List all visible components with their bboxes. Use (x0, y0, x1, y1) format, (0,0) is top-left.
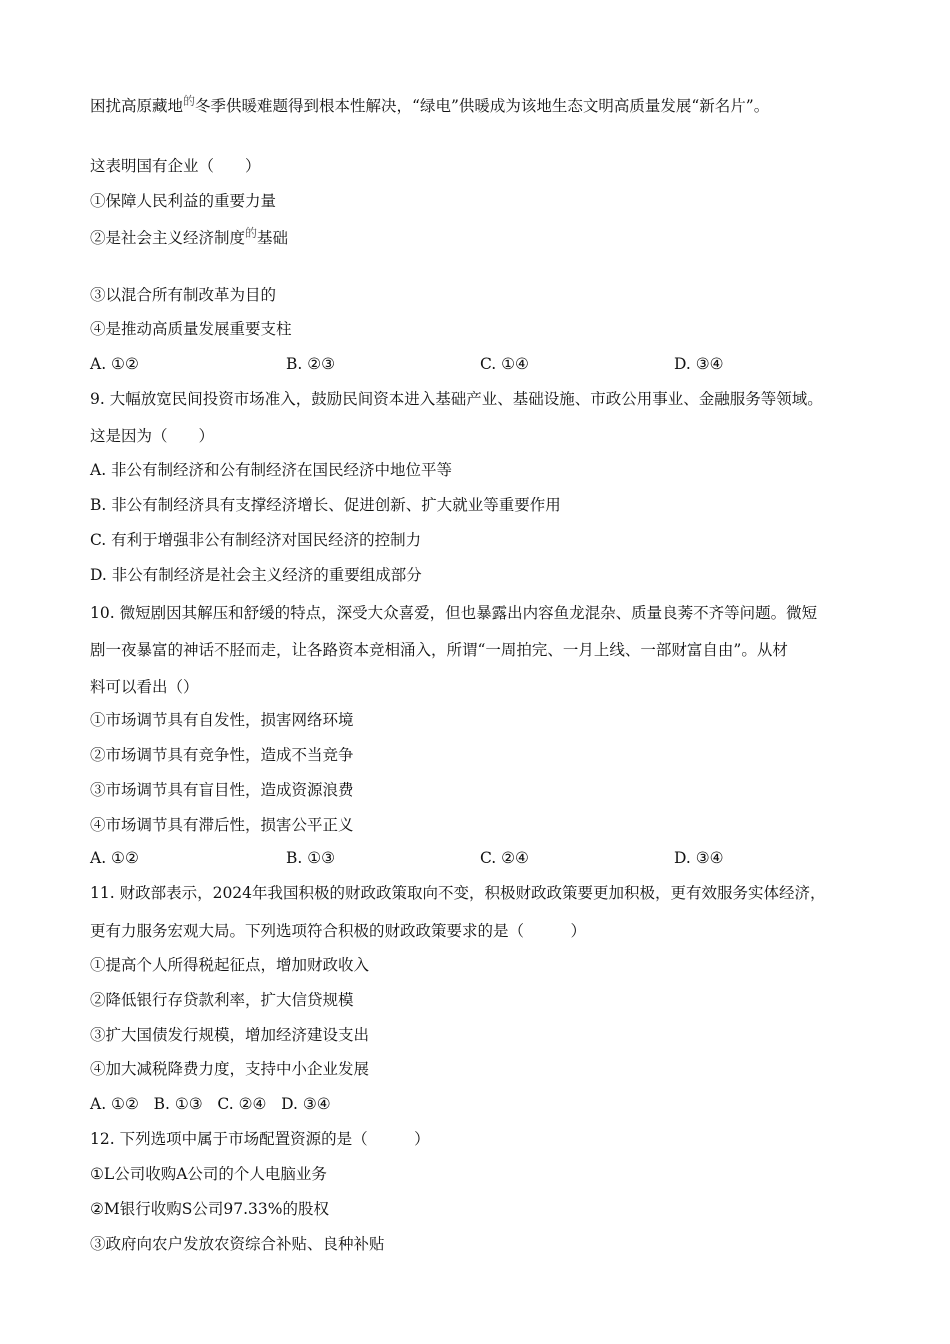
q11-stem-line-1: 11. 财政部表示，2024年我国积极的财政政策取向不变，积极财政政策要更加积极，更有效服务实体经济， (90, 884, 826, 902)
q10-item-1: ①市场调节具有自发性，损害网络环境 (90, 711, 354, 729)
q8-stem-line-2: 这表明国有企业（ ） (90, 157, 261, 175)
q8-item-4: ④是推动高质量发展重要支柱 (90, 320, 292, 338)
q8-stem-text-2: 冬季供暖难题得到根本性解决，“绿电”供暖成为该地生态文明高质量发展“新名片”。 (195, 97, 770, 115)
q9-stem-line-2: 这是因为（ ） (90, 427, 215, 445)
q11-item-1: ①提高个人所得税起征点，增加财政收入 (90, 956, 370, 974)
q10-option-d[interactable]: D. ③④ (674, 849, 724, 867)
q8-stem-de: 的 (183, 94, 196, 108)
q8-item-3: ③以混合所有制改革为目的 (90, 286, 277, 304)
q8-option-d[interactable]: D. ③④ (674, 355, 724, 373)
q12-item-3: ③政府向农户发放农资综合补贴、良种补贴 (90, 1235, 385, 1253)
q8-item-2-text-2: 基础 (257, 229, 289, 247)
q12-item-2: ②M银行收购S公司97.33%的股权 (90, 1200, 329, 1218)
q8-item-2 (90, 228, 288, 249)
q11-item-2: ②降低银行存贷款利率，扩大信贷规模 (90, 991, 354, 1009)
q9-option-b[interactable]: B. 非公有制经济具有支撑经济增长、促进创新、扩大就业等重要作用 (90, 496, 561, 514)
q8-item-2-de: 的 (245, 226, 258, 240)
q11-stem-line-2: 更有力服务宏观大局。下列选项符合积极的财政政策要求的是（ ） (90, 922, 587, 940)
q8-option-c[interactable]: C. ①④ (480, 355, 529, 373)
q10-option-c[interactable]: C. ②④ (480, 849, 529, 867)
q8-item-1: ①保障人民利益的重要力量 (90, 192, 277, 210)
q10-stem-line-2: 剧一夜暴富的神话不胫而走，让各路资本竞相涌入，所谓“一周拍完、一月上线、一部财富自由”。从材 (90, 641, 788, 659)
q10-option-b[interactable]: B. ①③ (286, 849, 336, 867)
q12-item-1: ①L公司收购A公司的个人电脑业务 (90, 1165, 327, 1183)
q8-option-a[interactable]: A. ①② (90, 355, 139, 373)
q10-stem-line-1: 10. 微短剧因其解压和舒缓的特点，深受大众喜爱，但也暴露出内容鱼龙混杂、质量良莠不齐等问题。微短 (90, 604, 818, 622)
q8-stem-line-1 (90, 96, 769, 117)
q9-option-c[interactable]: C. 有利于增强非公有制经济对国民经济的控制力 (90, 531, 422, 549)
q10-item-4: ④市场调节具有滞后性，损害公平正义 (90, 816, 354, 834)
q10-stem-line-3: 料可以看出（） (90, 678, 199, 696)
q9-option-d[interactable]: D. 非公有制经济是社会主义经济的重要组成部分 (90, 566, 422, 584)
q11-item-3: ③扩大国债发行规模，增加经济建设支出 (90, 1026, 370, 1044)
q8-stem-text: 困扰高原藏地 (90, 97, 184, 115)
q10-item-2: ②市场调节具有竞争性，造成不当竞争 (90, 746, 354, 764)
q9-option-a[interactable]: A. 非公有制经济和公有制经济在国民经济中地位平等 (90, 461, 453, 479)
q9-stem-line-1: 9. 大幅放宽民间投资市场准入，鼓励民间资本进入基础产业、基础设施、市政公用事业、金融服务等领域。 (90, 390, 823, 408)
q10-option-a[interactable]: A. ①② (90, 849, 139, 867)
q10-item-3: ③市场调节具有盲目性，造成资源浪费 (90, 781, 354, 799)
q8-item-2-text: ②是社会主义经济制度 (90, 229, 246, 247)
q11-item-4: ④加大减税降费力度，支持中小企业发展 (90, 1060, 370, 1078)
q12-stem: 12. 下列选项中属于市场配置资源的是（ ） (90, 1130, 430, 1148)
q11-options[interactable]: A. ①② B. ①③ C. ②④ D. ③④ (90, 1095, 331, 1113)
q8-option-b[interactable]: B. ②③ (286, 355, 336, 373)
